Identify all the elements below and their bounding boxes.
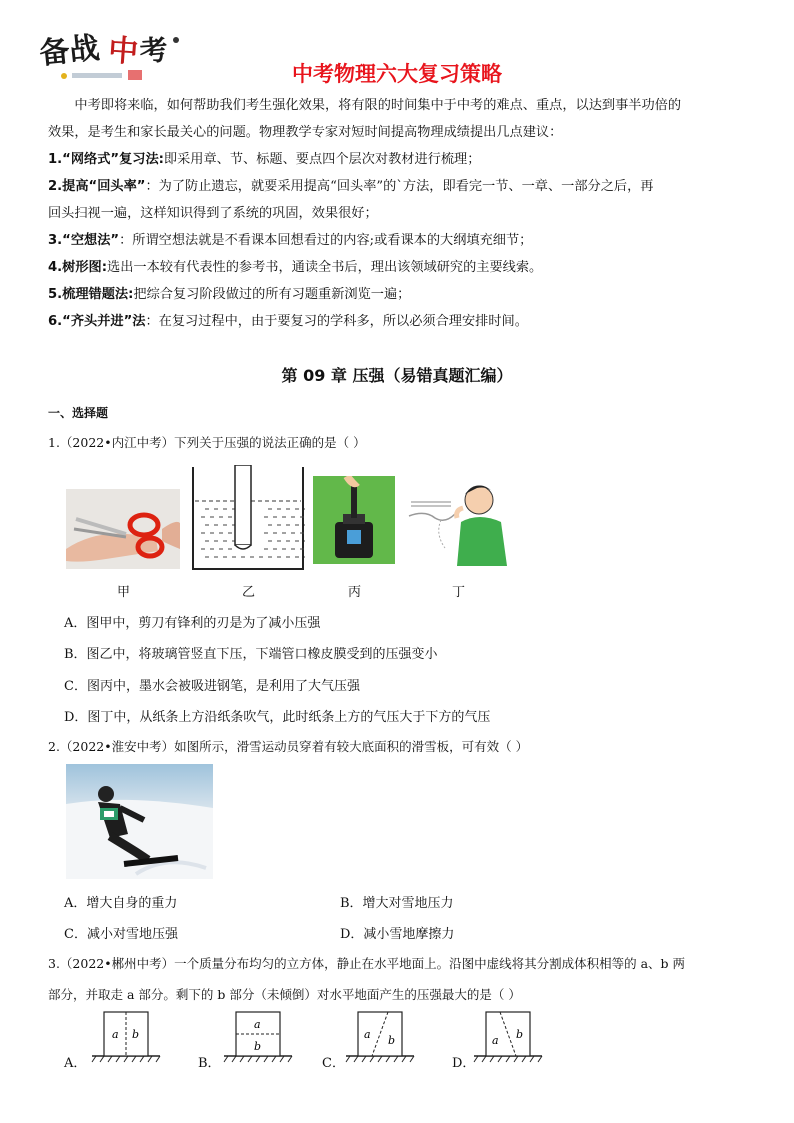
section-title: 一、选择题: [48, 406, 109, 420]
tip-text: 即采用章、节、标题、要点四个层次对教材进行梳理；: [163, 152, 481, 167]
part-label-a: a: [254, 1018, 261, 1031]
svg-text:备战: 备战: [37, 30, 102, 72]
tip-head: 1.“网络式”复习法:: [48, 152, 164, 167]
caption-jia: 甲: [117, 585, 131, 600]
part-label-a: a: [492, 1034, 499, 1047]
part-label-a: a: [112, 1028, 119, 1041]
tip-head: 3.“空想法”: [48, 233, 120, 248]
part-label-a: a: [364, 1028, 371, 1041]
caption-ding: 丁: [452, 585, 466, 600]
part-label-b: b: [388, 1034, 396, 1047]
main-title: 中考物理六大复习策略: [292, 62, 502, 86]
intro-line: 中考即将来临，如何帮助我们考生强化效果，将有限的时间集中于中考的难点、重点，以达到事半功倍的: [74, 98, 682, 113]
tip-head: 4.树形图:: [48, 260, 108, 275]
q1-option-c: C．图丙中，墨水会被吸进钢笔，是利用了大气压强: [64, 679, 360, 694]
q3-stem-line: 3.（2022•郴州中考）一个质量分布均匀的立方体，静止在水平地面上。沿图中虚线将其分割成体积相等的 a、b 两: [48, 956, 686, 971]
tip-item: [48, 173, 754, 200]
water-container-diagram: [191, 465, 305, 571]
cube-split-vertical: [88, 1008, 164, 1066]
q2-stem: 2.（2022•淮安中考）如图所示，滑雪运动员穿着有较大底面积的滑雪板，可有效（ ）: [48, 739, 529, 754]
tip-text: ：在复习过程中，由于要复习的学科多，所以必须合理安排时间。: [145, 314, 528, 329]
tip-text: 把综合复习阶段做过的所有习题重新浏览一遍；: [133, 287, 411, 302]
boy-blowing-paper-drawing: [405, 474, 517, 566]
q2-option-a: A．增大自身的重力: [64, 896, 178, 911]
snowboarder-photo: [66, 764, 213, 879]
tip-text: ：所谓空想法就是不看课本回想看过的内容;或看课本的大纲填充细节；: [119, 233, 533, 248]
caption-yi: 乙: [242, 585, 256, 600]
q3-option-d-label: D．: [452, 1056, 476, 1071]
tip-text: 选出一本较有代表性的参考书，通读全书后，理出该领域研究的主要线索。: [107, 260, 543, 275]
cube-split-diagonal-right: [342, 1008, 418, 1066]
q1-option-b: B．图乙中，将玻璃管竖直下压，下端管口橡皮膜受到的压强变小: [64, 647, 438, 662]
chapter-title: 第 09 章 压强（易错真题汇编）: [281, 366, 513, 385]
q3-option-c-label: C．: [322, 1056, 345, 1071]
intro-line: 效果，是考生和家长最关心的问题。物理教学专家对短时间提高物理成绩提出几点建议：: [48, 125, 563, 140]
tip-text: ：为了防止遗忘，就要采用提高“回头率”的`方法，即看完一节、一章、一部分之后，再: [145, 179, 654, 194]
q1-stem: 1.（2022•内江中考）下列关于压强的说法正确的是（ ）: [48, 435, 366, 450]
part-label-b: b: [516, 1028, 524, 1041]
cube-split-diagonal-left: [470, 1008, 546, 1066]
part-label-b: b: [254, 1040, 262, 1053]
tip-item: [48, 227, 754, 254]
q3-figures: [60, 1008, 580, 1071]
tip-continuation: 回头扫视一遍，这样知识得到了系统的巩固，效果很好；: [48, 206, 378, 221]
intro-block: [48, 92, 754, 335]
q2-option-c: C．减小对雪地压强: [64, 927, 178, 942]
caption-bing: 丙: [348, 585, 362, 600]
part-label-b: b: [132, 1028, 140, 1041]
q3-option-b-label: B．: [198, 1056, 221, 1071]
tip-item: [48, 281, 754, 308]
svg-text:中: 中: [107, 33, 140, 71]
q3-option-a-label: A．: [64, 1056, 87, 1071]
ink-bottle-photo: [313, 476, 395, 564]
svg-text:考: 考: [138, 33, 169, 69]
tip-item: [48, 308, 754, 335]
q1-option-a: A．图甲中，剪刀有锋利的刃是为了减小压强: [64, 616, 321, 631]
tip-head: 5.梳理错题法:: [48, 287, 134, 302]
tip-item: [48, 146, 754, 173]
cube-split-horizontal: [220, 1008, 296, 1066]
tip-head: 2.提高“回头率”: [48, 179, 146, 194]
q2-option-d: D．减小雪地摩擦力: [340, 927, 455, 942]
q1-option-d: D．图丁中，从纸条上方沿纸条吹气，此时纸条上方的气压大于下方的气压: [64, 710, 491, 725]
tip-item: [48, 254, 754, 281]
q2-option-b: B．增大对雪地压力: [340, 896, 454, 911]
q3-stem-line: 部分，并取走 a 部分。剩下的 b 部分（未倾倒）对水平地面产生的压强最大的是（ ）: [48, 987, 521, 1002]
tip-head: 6.“齐头并进”法: [48, 314, 146, 329]
scissors-photo: [66, 489, 180, 569]
